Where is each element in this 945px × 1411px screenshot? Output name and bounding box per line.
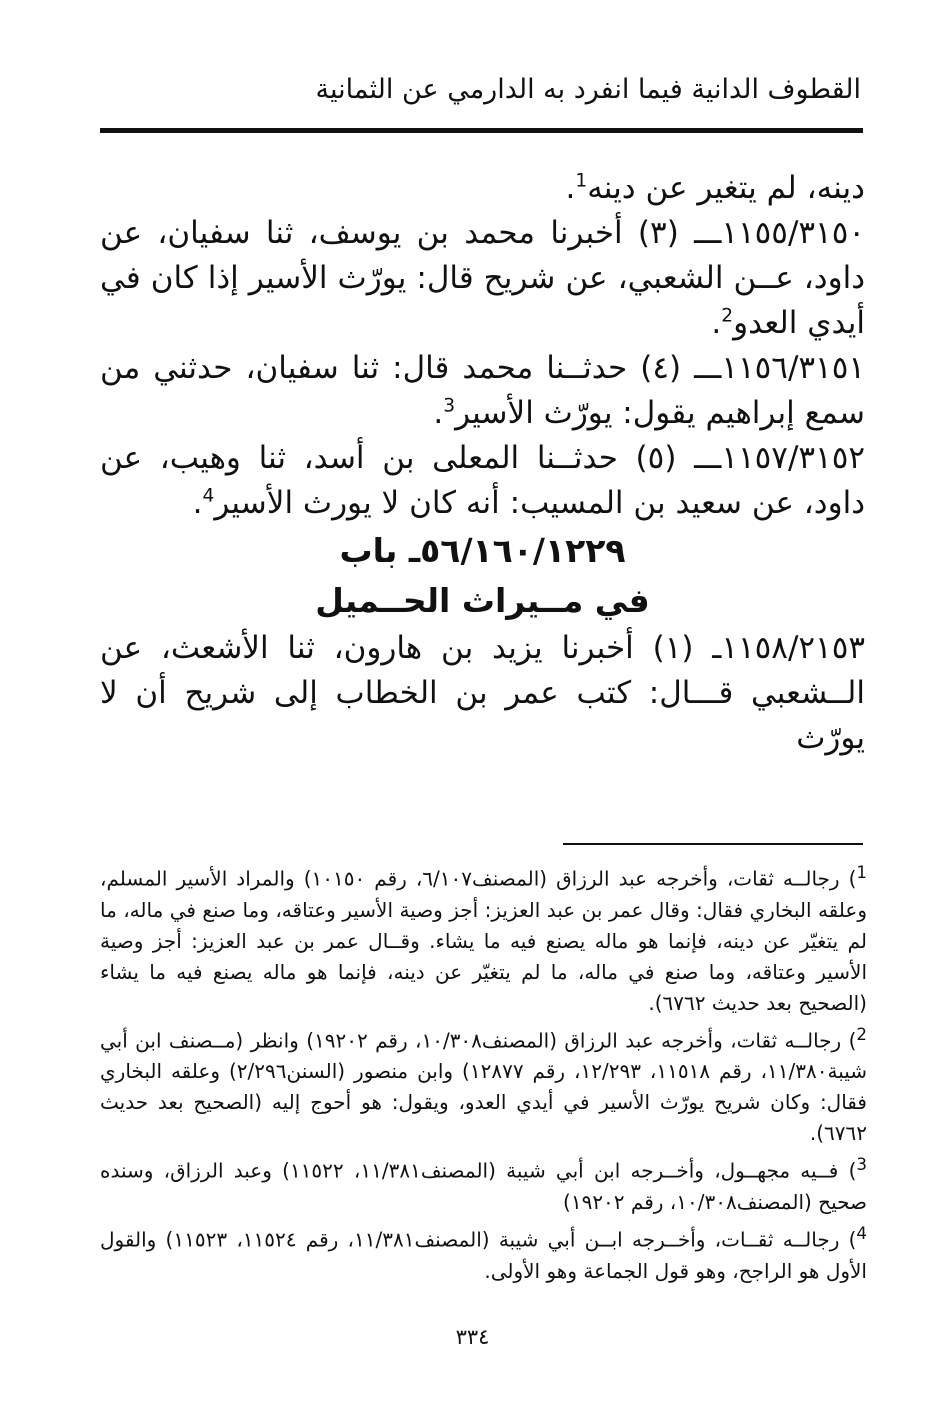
- footnote-number: 2: [856, 1024, 867, 1044]
- hadith-paragraph: [100, 436, 865, 526]
- paragraph-text: دينه، لم يتغير عن دينه: [587, 170, 865, 206]
- paragraph: [100, 166, 865, 211]
- footnote-number: 1: [856, 863, 868, 882]
- footnote-text: ) رجالــه ثقات، وأخرجه عبد الرزاق (المصنف١٠/٣٠٨، رقم ١٩٢٠٢) وانظر (مــصنف ابن أبي شيبة١١/٣٨٠، رقم ١١٥١٨، ١٢/٢٩٣، رقم ١٢٨٧٧) وابن منصور (السنن٢/٢٩٦) وعلقه البخاري فقال: وكان شريح يورّث الأسير في أيدي العدو، ويقول: هو أحوج إليه (الصحيح بعد حديث ٦٧٦٢).: [100, 1028, 868, 1146]
- footnote-number: 3: [856, 1155, 867, 1175]
- chapter-title: في مــيراث الحــميل: [315, 581, 650, 620]
- footnote-ref: 2: [721, 305, 734, 327]
- paragraph-text: ١١٥٥/٣١٥٠ـــ (٣) أخبرنا محمد بن يوسف، ثنا سفيان، عن داود، عــن الشعبي، عن شريح قال: يورّث الأسير إذا كان في أيدي العدو: [100, 215, 865, 341]
- hadith-paragraph: [100, 626, 865, 761]
- paragraph-text: ١١٥٧/٣١٥٢ـــ (٥) حدثــنا المعلى بن أسد، ثنا وهيب، عن داود، عن سعيد بن المسيب: أنه كان لا يورث الأسير: [100, 440, 865, 521]
- paragraph-end: .: [433, 395, 444, 431]
- paragraph-end: .: [711, 305, 722, 341]
- footnote-ref: 1: [575, 170, 588, 192]
- footnote: [100, 1218, 867, 1287]
- chapter-heading: ٥٦/١٦٠/١٢٢٩ـ باب: [339, 531, 626, 570]
- page-number: ٣٣٤: [455, 1325, 490, 1349]
- footnote-number: 4: [856, 1223, 868, 1243]
- footnote: [100, 857, 867, 1019]
- hadith-paragraph: [100, 211, 865, 346]
- footnotes: [100, 857, 867, 1287]
- footnote-ref: 4: [202, 485, 215, 507]
- paragraph-text: ١١٥٦/٣١٥١ـــ (٤) حدثــنا محمد قال: ثنا سفيان، حدثني من سمع إبراهيم يقول: يورّث الأسير: [100, 350, 865, 431]
- main-text: [100, 166, 865, 761]
- footnote-rule: [563, 843, 863, 845]
- paragraph-end: .: [565, 170, 576, 206]
- footnote: [100, 1019, 867, 1150]
- paragraph-text: ١١٥٨/٢١٥٣ـ (١) أخبرنا يزيد بن هارون، ثنا الأشعث، عن الــشعبي قـــال: كتب عمر بن الخطاب إلى شريح أن لا يورّث: [100, 630, 865, 756]
- footnote-ref: 3: [443, 395, 456, 417]
- hadith-paragraph: [100, 346, 865, 436]
- paragraph-end: .: [192, 485, 203, 521]
- footnote-text: ) رجالــه ثقــات، وأخــرجه ابــن أبي شيبة (المصنف١١/٣٨١، رقم ١١٥٢٤، ١١٥٢٣) والقول الأول هو الراجح، وهو قول الجماعة وهو الأولى.: [100, 1227, 867, 1283]
- footnote-text: ) رجالــه ثقات، وأخرجه عبد الرزاق (المصنف٦/١٠٧، رقم ١٠١٥٠) والمراد الأسير المسلم، وعلقه البخاري فقال: وقال عمر بن عبد العزيز: أجز وصية الأسير وعتاقه، وما صنع في ماله، ما لم يتغيّر عن دينه، فإنما هو ماله يصنع فيه ما يشاء. وقــال عمر بن عبد العزيز: أجز وصية الأسير وعتاقه، وما صنع في ماله، ما لم يتغيّر عن دينه، فإنما هو ماله يصنع فيه ما يشاء (الصحيح بعد حديث ٦٧٦٢).: [100, 866, 867, 1015]
- footnote-text: ) فــيه مجهــول، وأخــرجه ابن أبي شيبة (المصنف١١/٣٨١، ١١٥٢٢) وعبد الرزاق، وسنده صحيح (المصنف١٠/٣٠٨، رقم ١٩٢٠٢): [100, 1158, 867, 1214]
- footnote: [100, 1149, 867, 1218]
- running-header: القطوف الدانية فيما انفرد به الدارمي عن الثمانية: [315, 74, 861, 105]
- header-rule: [100, 128, 863, 133]
